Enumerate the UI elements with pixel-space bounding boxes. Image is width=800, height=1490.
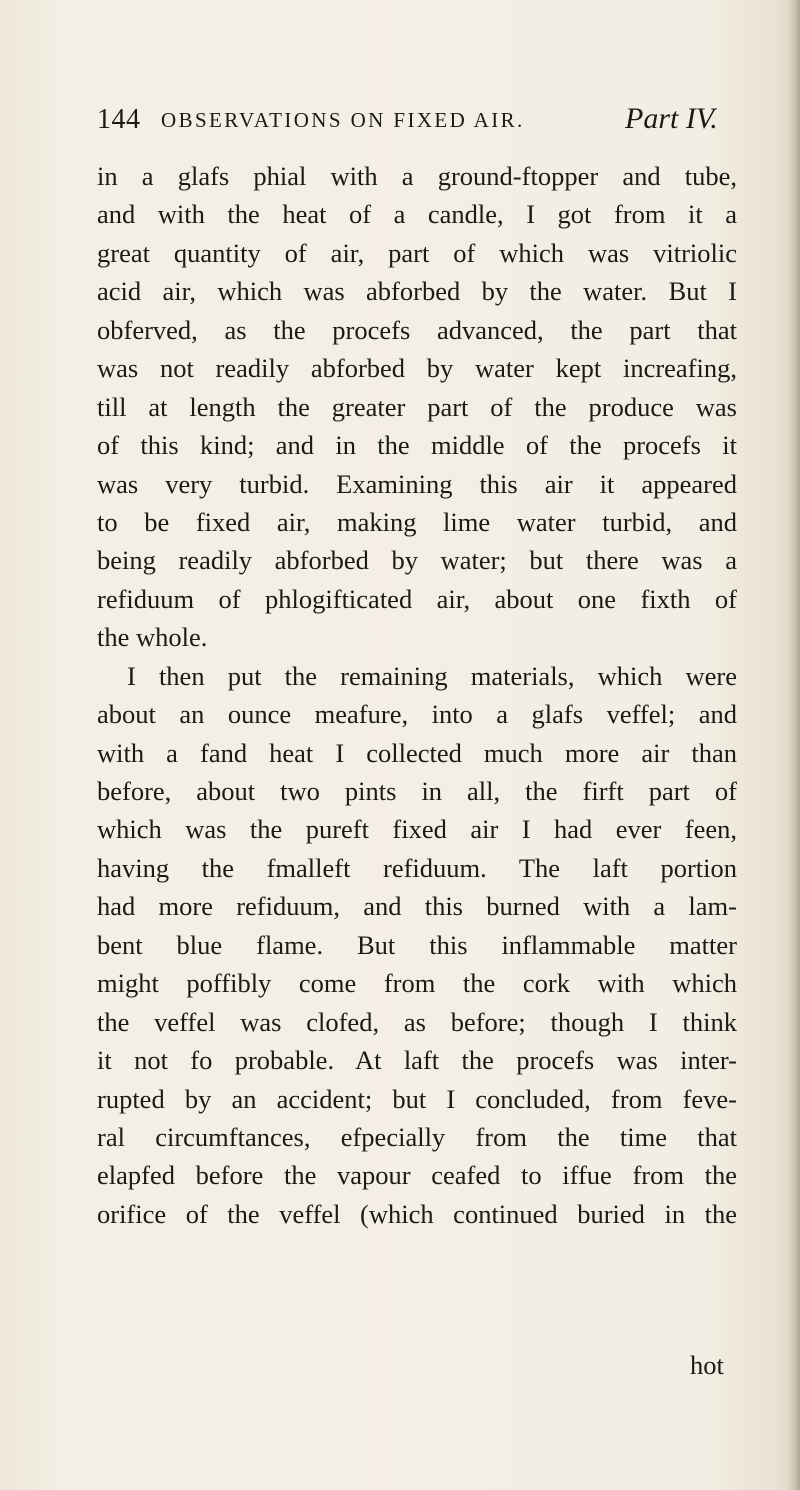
- text-line: and with the heat of a candle, I got from it a: [97, 199, 737, 230]
- text-line: in a glafs phial with a ground-ftopper and tube,: [97, 161, 737, 191]
- text-line: acid air, which was abforbed by the water. But I: [97, 276, 737, 307]
- text-line: of this kind; and in the middle of the procefs it: [97, 430, 737, 461]
- text-line: the veffel was clofed, as before; though I think: [97, 1006, 737, 1037]
- text-line: might poffibly come from the cork with which: [97, 968, 737, 999]
- text-line: the whole.: [97, 622, 208, 653]
- part-label: Part IV.: [625, 102, 718, 135]
- text-line: with a fand heat I collected much more air than: [97, 737, 737, 768]
- text-line: being readily abforbed by water; but there was a: [97, 545, 737, 576]
- text-line: till at length the greater part of the produce was: [97, 391, 737, 422]
- text-line: to be fixed air, making lime water turbid, and: [97, 506, 737, 537]
- text-line: which was the pureft fixed air I had ever feen,: [97, 814, 737, 845]
- text-line: it not fo probable. At laft the procefs was inter-: [97, 1045, 737, 1076]
- body-text: [97, 157, 737, 1233]
- text-line: was very turbid. Examining this air it appeared: [97, 468, 737, 499]
- running-head: OBSERVATIONS ON FIXED AIR.: [161, 108, 525, 132]
- page-header: [97, 104, 737, 144]
- page-number: 144: [97, 104, 141, 135]
- text-line: obferved, as the procefs advanced, the part that: [97, 314, 737, 345]
- text-line: had more refiduum, and this burned with a lam-: [97, 891, 737, 922]
- text-line: bent blue flame. But this inflammable matter: [97, 929, 737, 960]
- text-line: was not readily abforbed by water kept increafing,: [97, 353, 737, 384]
- text-line: I then put the remaining materials, which were: [127, 660, 737, 691]
- text-line: orifice of the veffel (which continued buried in the: [97, 1198, 737, 1229]
- text-line: rupted by an accident; but I concluded, from feve-: [97, 1083, 737, 1114]
- text-line: about an ounce meafure, into a glafs veffel; and: [97, 699, 737, 730]
- catchword: hot: [690, 1350, 724, 1380]
- text-line: great quantity of air, part of which was vitriolic: [97, 237, 737, 268]
- text-line: having the fmalleft refiduum. The laft portion: [97, 852, 737, 883]
- text-line: before, about two pints in all, the firft part of: [97, 776, 737, 806]
- text-line: ral circumftances, efpecially from the time that: [97, 1121, 737, 1152]
- text-line: elapfed before the vapour ceafed to iffue from the: [97, 1160, 737, 1191]
- text-line: refiduum of phlogifticated air, about one fixth of: [97, 583, 737, 614]
- page-edge-shadow: [788, 0, 800, 1490]
